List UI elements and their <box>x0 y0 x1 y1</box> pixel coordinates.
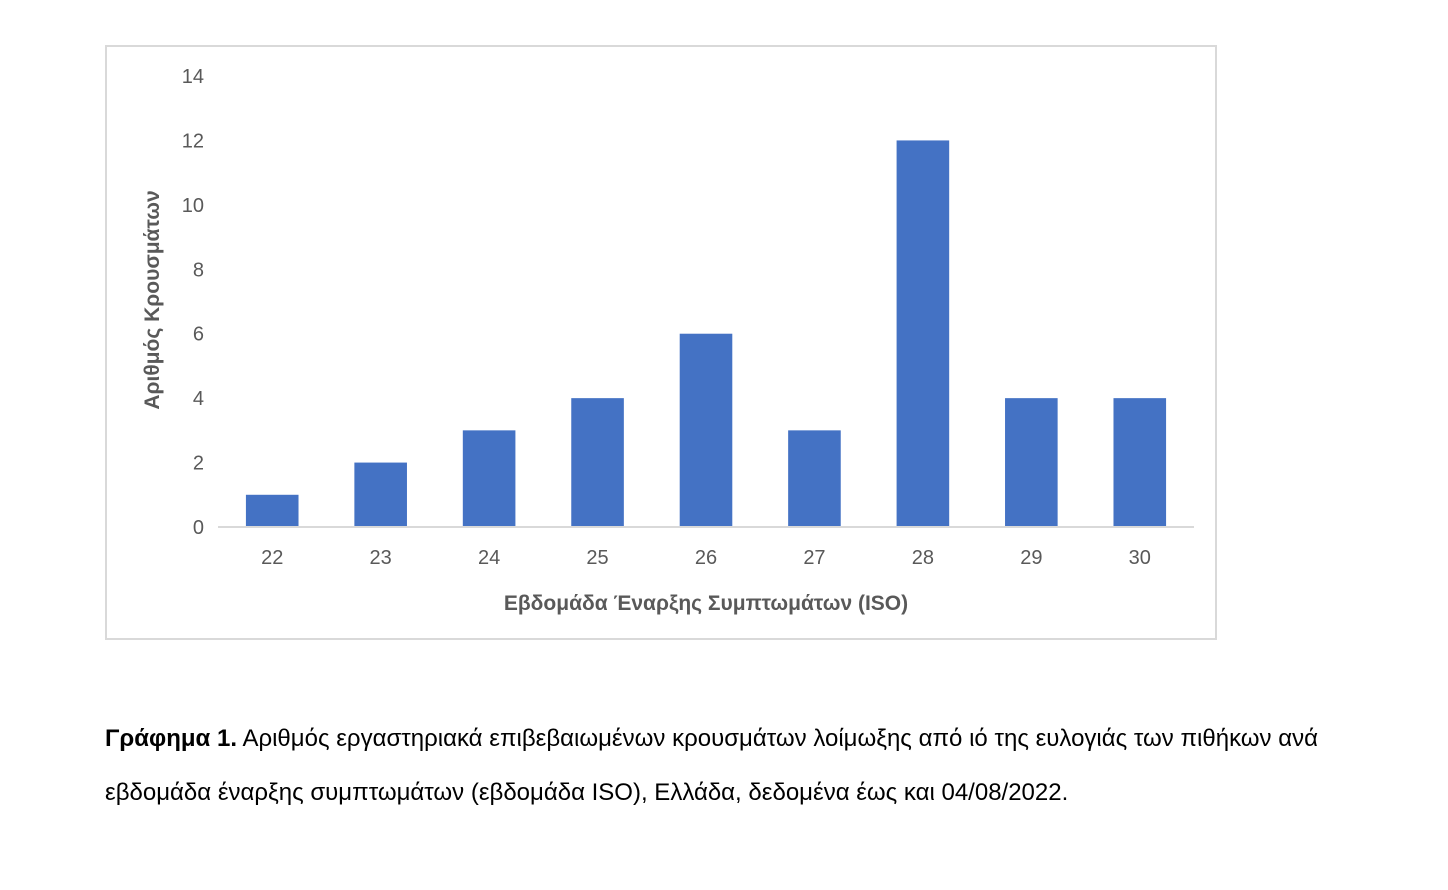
bar <box>354 463 407 527</box>
bar <box>897 140 950 527</box>
y-tick-label: 6 <box>192 323 204 346</box>
bar-chart <box>107 47 1217 640</box>
figure-caption <box>105 712 1318 820</box>
x-tick-label: 24 <box>477 547 501 569</box>
x-axis-title: Εβδομάδα Έναρξης Συμπτωμάτων (ISO) <box>503 592 909 615</box>
chart-frame <box>105 45 1217 640</box>
y-tick-label: 2 <box>192 452 204 475</box>
y-tick-label: 0 <box>192 517 204 539</box>
caption-label: Γράφημα 1. <box>105 725 238 752</box>
bar <box>571 398 624 527</box>
x-tick-label: 25 <box>586 547 609 569</box>
x-tick-label: 28 <box>911 547 935 569</box>
bar <box>788 430 841 527</box>
x-tick-label: 30 <box>1128 547 1151 569</box>
caption-text: Αριθμός εργαστηριακά επιβεβαιωμένων κρουσμάτων λοίμωξης από ιό της ευλογιάς των πιθήκων ανά εβδομάδα έναρξης συμπτωμάτων (εβδομάδα ISO), Ελλάδα, δεδομένα έως και 04/08/2022. <box>105 725 1319 806</box>
x-tick-label: 29 <box>1020 547 1043 569</box>
bar <box>1005 398 1058 527</box>
bars <box>246 140 1166 527</box>
y-tick-label: 14 <box>181 66 204 88</box>
bar <box>1113 398 1166 527</box>
x-axis-ticks <box>261 547 1151 569</box>
bar <box>463 430 516 527</box>
x-tick-label: 22 <box>261 547 284 569</box>
x-tick-label: 27 <box>803 547 826 569</box>
x-tick-label: 23 <box>369 547 392 569</box>
y-tick-label: 10 <box>181 194 204 217</box>
y-tick-label: 4 <box>192 388 204 411</box>
x-tick-label: 26 <box>694 547 718 569</box>
bar <box>680 334 733 527</box>
y-axis-ticks <box>182 66 204 539</box>
y-tick-label: 8 <box>192 259 204 282</box>
y-tick-label: 12 <box>181 130 204 153</box>
bar <box>246 495 299 527</box>
y-axis-title: Αριθμός Κρουσμάτων <box>141 190 164 410</box>
